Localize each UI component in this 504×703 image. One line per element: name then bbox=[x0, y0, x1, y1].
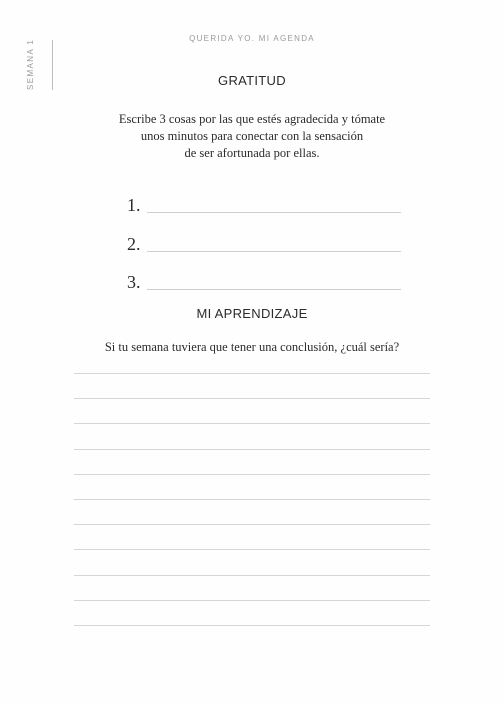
gratitud-title: GRATITUD bbox=[218, 73, 286, 88]
writing-line[interactable] bbox=[74, 474, 430, 475]
writing-line[interactable] bbox=[74, 549, 430, 550]
aprendizaje-title: MI APRENDIZAJE bbox=[196, 306, 308, 321]
gratitude-entry-1[interactable] bbox=[127, 190, 401, 214]
page-header-title: QUERIDA YO. MI AGENDA bbox=[189, 34, 315, 43]
entry-number: 1. bbox=[127, 195, 141, 215]
side-tab-label: SEMANA 1 bbox=[26, 38, 35, 90]
entry-write-line bbox=[147, 212, 401, 213]
writing-line[interactable] bbox=[74, 423, 430, 424]
writing-line[interactable] bbox=[74, 524, 430, 525]
writing-line[interactable] bbox=[74, 600, 430, 601]
entry-number: 3. bbox=[127, 272, 141, 292]
instruction-line-3: de ser afortunada por ellas. bbox=[184, 146, 320, 160]
entry-write-line bbox=[147, 251, 401, 252]
writing-line[interactable] bbox=[74, 398, 430, 399]
writing-line[interactable] bbox=[74, 499, 430, 500]
writing-line[interactable] bbox=[74, 449, 430, 450]
instruction-line-1: Escribe 3 cosas por las que estés agradecida y tómate bbox=[118, 112, 386, 126]
instruction-line-2: unos minutos para conectar con la sensación bbox=[140, 129, 364, 143]
writing-line[interactable] bbox=[74, 373, 430, 374]
aprendizaje-question: Si tu semana tuviera que tener una conclusión, ¿cuál sería? bbox=[104, 340, 400, 354]
gratitude-entry-2[interactable] bbox=[127, 229, 401, 253]
gratitude-entry-3[interactable] bbox=[127, 267, 401, 291]
entry-write-line bbox=[147, 289, 401, 290]
gratitud-instructions bbox=[0, 111, 504, 162]
entry-number: 2. bbox=[127, 234, 141, 254]
writing-line[interactable] bbox=[74, 575, 430, 576]
writing-line[interactable] bbox=[74, 625, 430, 626]
